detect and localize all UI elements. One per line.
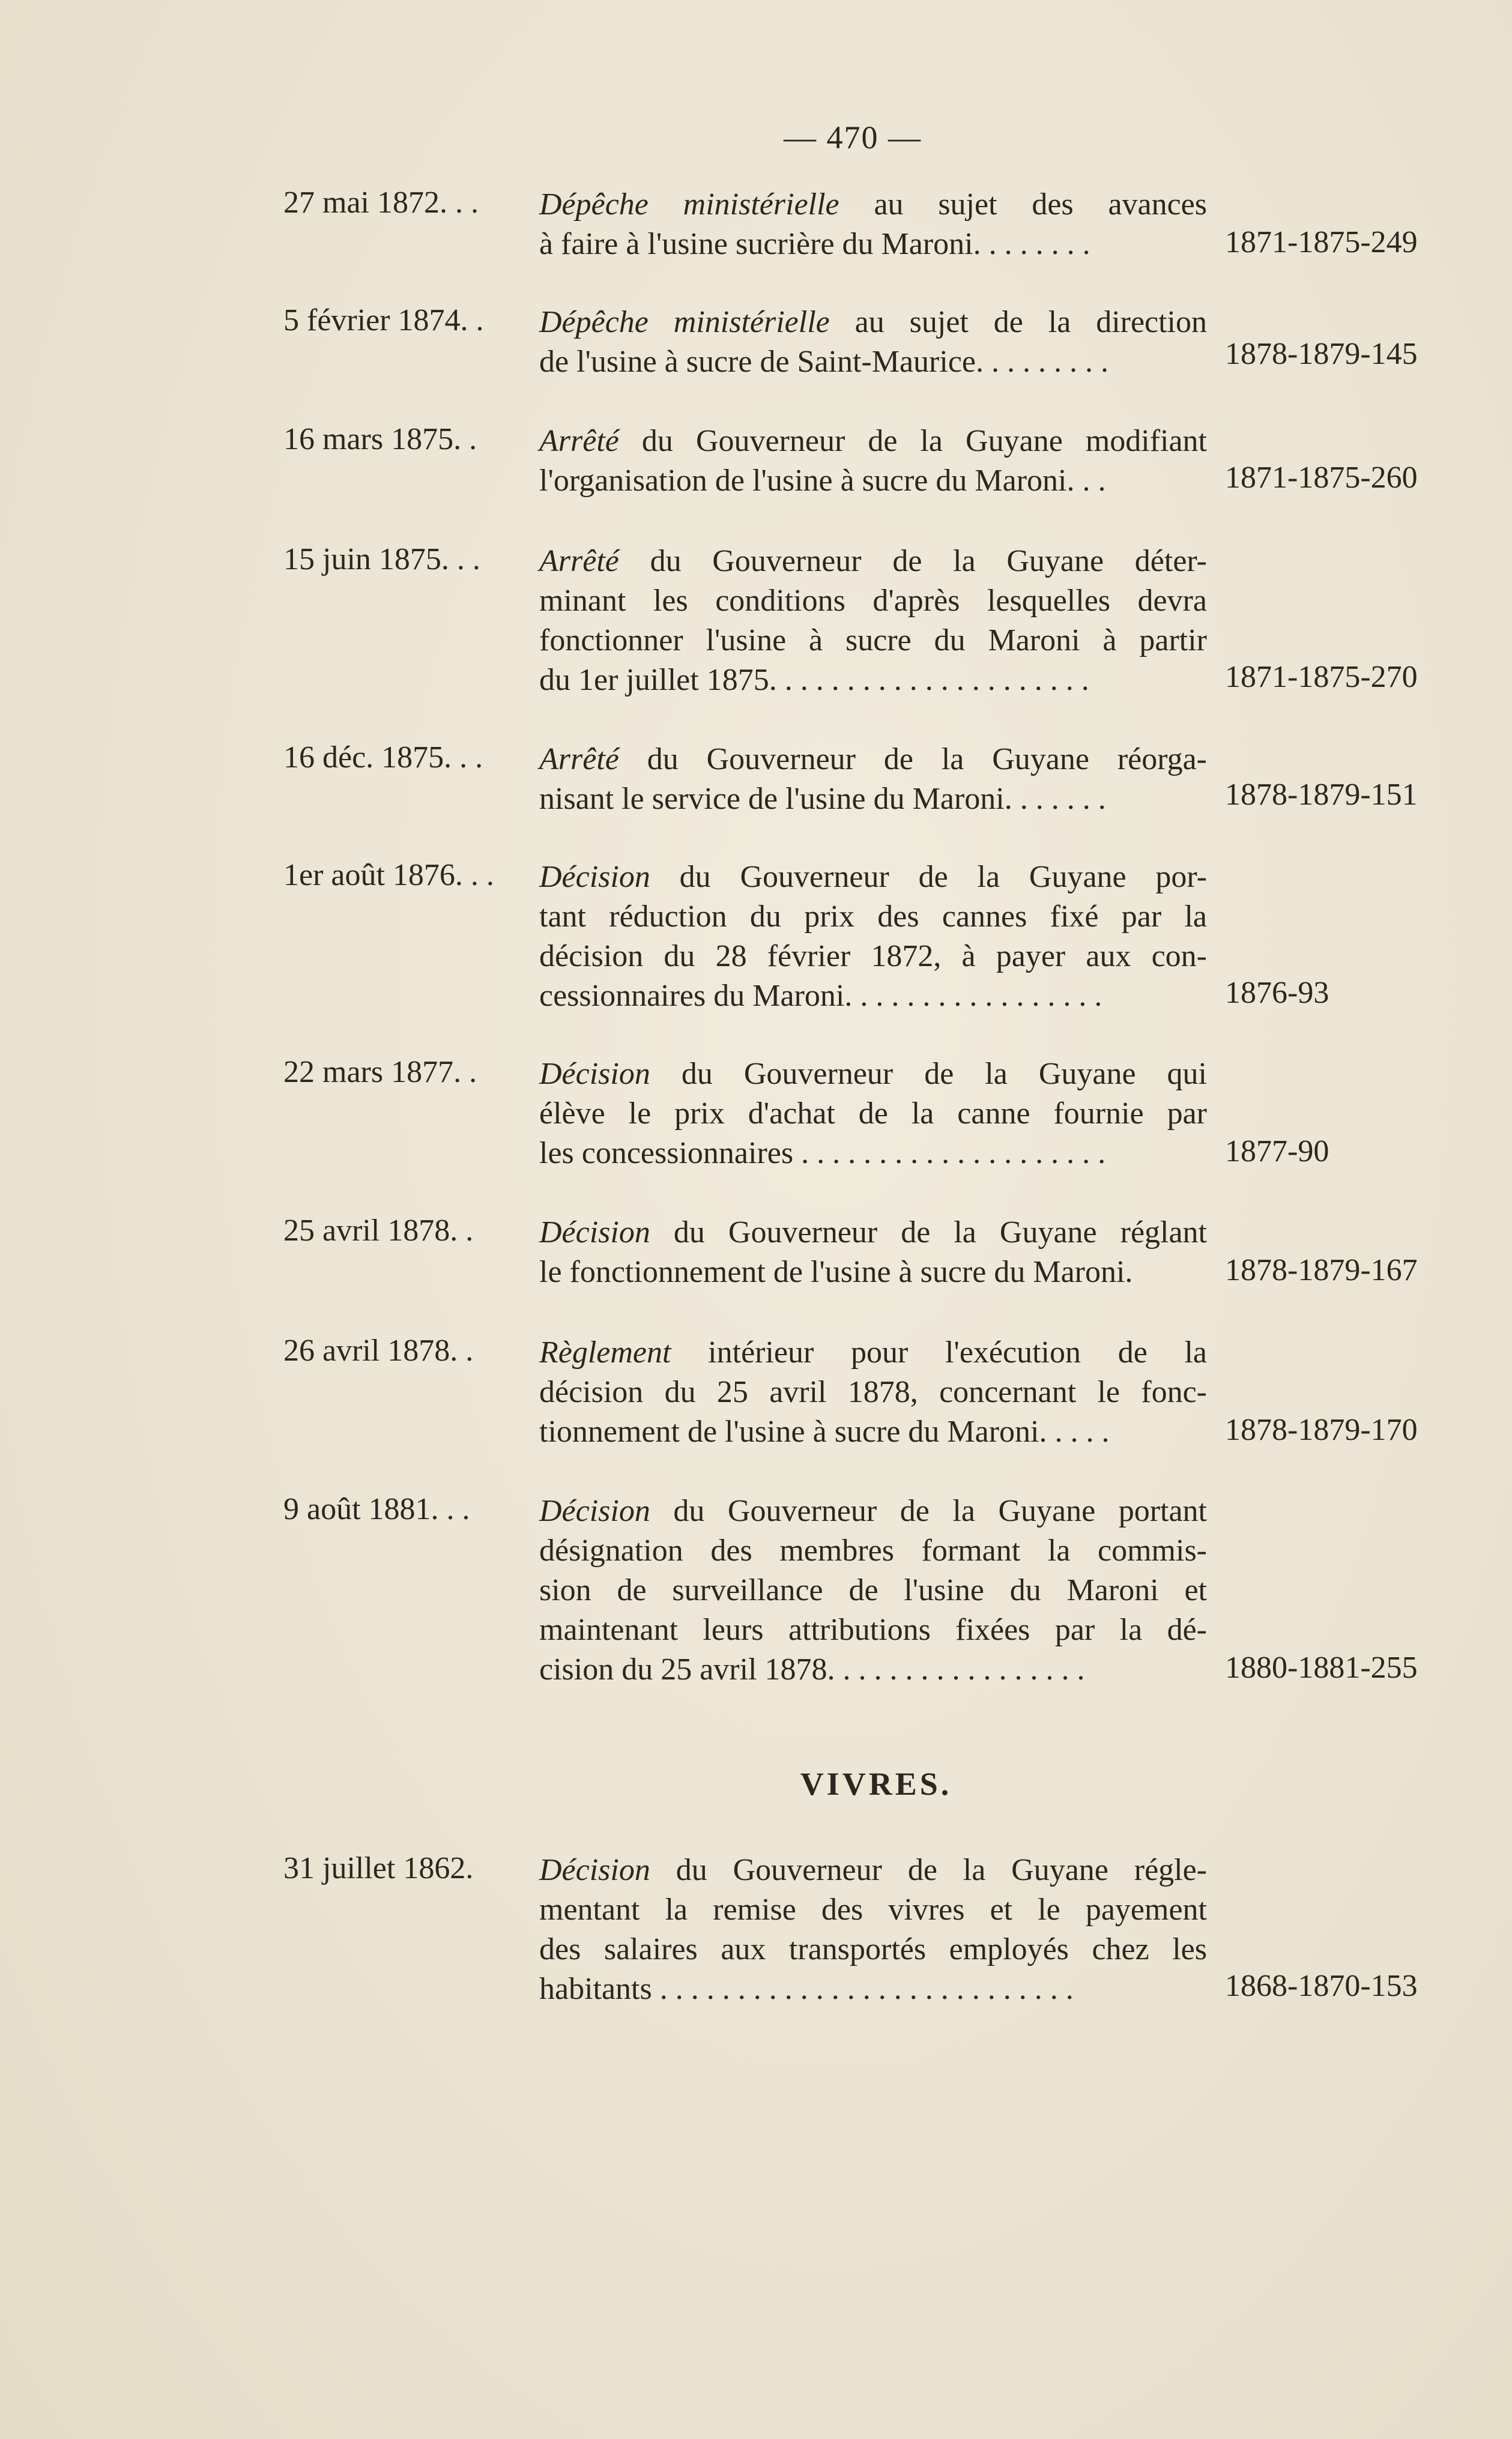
entry-kind: Décision bbox=[539, 1057, 650, 1091]
entry-reference: 1876-93 bbox=[1225, 976, 1329, 1010]
entry-text-line: le fonctionnement de l'usine à sucre du Maroni. bbox=[539, 1255, 1133, 1289]
entry-text-line: l'organisation de l'usine à sucre du Maroni. . . bbox=[539, 464, 1106, 498]
entry-text-line: décision du 28 février 1872, à payer aux con- bbox=[539, 939, 1207, 973]
entry-text-line: cision du 25 avril 1878. . . . . . . . . . . . . . . . . bbox=[539, 1652, 1085, 1687]
entry-date: 16 mars 1875. . bbox=[283, 422, 477, 456]
entry-reference: 1878-1879-145 bbox=[1225, 337, 1418, 371]
entry-date: 26 avril 1878. . bbox=[283, 1334, 474, 1368]
entry-text-line: de l'usine à sucre de Saint-Maurice. . . . . . . . . bbox=[539, 345, 1108, 379]
entry-reference: 1878-1879-170 bbox=[1225, 1413, 1418, 1447]
entry-description bbox=[539, 422, 1207, 501]
entry-description bbox=[539, 542, 1207, 700]
entry-text-line: du Gouverneur de la Guyane por- bbox=[679, 860, 1208, 894]
entry-date: 9 août 1881. . . bbox=[283, 1492, 470, 1526]
entry-text-line: du 1er juillet 1875. . . . . . . . . . . . . . . . . . . . . bbox=[539, 663, 1089, 697]
entry-reference: 1880-1881-255 bbox=[1225, 1651, 1418, 1685]
entry-text-line: élève le prix d'achat de la canne fournie par bbox=[539, 1096, 1207, 1131]
entry-text-line: du Gouverneur de la Guyane portant bbox=[673, 1494, 1207, 1528]
entry-text-line: du Gouverneur de la Guyane réorga- bbox=[647, 742, 1207, 776]
entry-reference: 1871-1875-260 bbox=[1225, 461, 1418, 495]
entry-reference: 1871-1875-270 bbox=[1225, 660, 1418, 694]
entry-description bbox=[539, 303, 1207, 382]
entry-date: 1er août 1876. . . bbox=[283, 858, 494, 892]
entry-date: 22 mars 1877. . bbox=[283, 1055, 477, 1089]
entry-text-line: tionnement de l'usine à sucre du Maroni. . . . . bbox=[539, 1415, 1110, 1449]
entry-text-line: cessionnaires du Maroni. . . . . . . . . . . . . . . . . bbox=[539, 979, 1102, 1013]
entry-text-line: intérieur pour l'exécution de la bbox=[708, 1335, 1208, 1370]
entry-date: 27 mai 1872. . . bbox=[283, 186, 479, 220]
entry-text-line: sion de surveillance de l'usine du Maroni et bbox=[539, 1573, 1207, 1607]
entry-text-line: des salaires aux transportés employés chez les bbox=[539, 1932, 1207, 1966]
entry-reference: 1878-1879-151 bbox=[1225, 778, 1418, 812]
entry-kind: Arrêté bbox=[539, 742, 619, 776]
entry-text-line: maintenant leurs attributions fixées par la dé- bbox=[539, 1613, 1207, 1647]
entry-kind: Décision bbox=[539, 1853, 650, 1887]
entry-text-line: du Gouverneur de la Guyane déter- bbox=[650, 544, 1207, 578]
entry-kind: Dépêche ministérielle bbox=[539, 187, 839, 222]
entry-description bbox=[539, 185, 1207, 264]
entry-description bbox=[539, 1851, 1207, 2009]
entry-reference: 1868-1870-153 bbox=[1225, 1969, 1418, 2003]
entry-kind: Décision bbox=[539, 1494, 650, 1528]
entry-text-line: du Gouverneur de la Guyane régle- bbox=[676, 1853, 1207, 1887]
entry-text-line: au sujet de la direction bbox=[854, 305, 1208, 339]
entry-text-line: au sujet des avances bbox=[874, 187, 1208, 222]
entry-kind: Arrêté bbox=[539, 424, 619, 458]
entry-description bbox=[539, 857, 1207, 1016]
entry-text-line: du Gouverneur de la Guyane réglant bbox=[673, 1215, 1208, 1250]
entry-reference: 1877-90 bbox=[1225, 1134, 1329, 1168]
entry-date: 31 juillet 1862. bbox=[283, 1851, 474, 1885]
entry-text-line: désignation des membres formant la commis- bbox=[539, 1534, 1207, 1568]
entry-date: 15 juin 1875. . . bbox=[283, 542, 480, 576]
entry-text-line: du Gouverneur de la Guyane modifiant bbox=[641, 424, 1208, 458]
entry-kind: Arrêté bbox=[539, 544, 619, 578]
entry-description bbox=[539, 1333, 1207, 1452]
entry-text-line: fonctionner l'usine à sucre du Maroni à partir bbox=[539, 623, 1207, 657]
entry-text-line: du Gouverneur de la Guyane qui bbox=[681, 1057, 1207, 1091]
entry-date: 25 avril 1878. . bbox=[283, 1213, 474, 1248]
entry-date: 16 déc. 1875. . . bbox=[283, 740, 483, 775]
entry-text-line: nisant le service de l'usine du Maroni. . . . . . . bbox=[539, 782, 1106, 816]
entry-reference: 1871-1875-249 bbox=[1225, 225, 1418, 259]
entry-description bbox=[539, 1213, 1207, 1292]
page-number: — 470 — bbox=[784, 119, 922, 156]
entry-date: 5 février 1874. . bbox=[283, 303, 484, 337]
entry-text-line: à faire à l'usine sucrière du Maroni. . . . . . . . bbox=[539, 227, 1090, 261]
entry-description bbox=[539, 1492, 1207, 1690]
entry-text-line: tant réduction du prix des cannes fixé par la bbox=[539, 899, 1207, 934]
entry-kind: Règlement bbox=[539, 1335, 671, 1370]
entry-text-line: décision du 25 avril 1878, concernant le fonc- bbox=[539, 1375, 1207, 1409]
entry-text-line: habitants . . . . . . . . . . . . . . . . . . . . . . . . . . . bbox=[539, 1972, 1074, 2006]
entry-text-line: les concessionnaires . . . . . . . . . . . . . . . . . . . . bbox=[539, 1136, 1106, 1170]
entry-reference: 1878-1879-167 bbox=[1225, 1253, 1418, 1287]
entry-kind: Décision bbox=[539, 1215, 650, 1250]
entry-kind: Dépêche ministérielle bbox=[539, 305, 830, 339]
entry-kind: Décision bbox=[539, 860, 650, 894]
entry-text-line: mentant la remise des vivres et le payement bbox=[539, 1893, 1207, 1927]
entry-text-line: minant les conditions d'après lesquelles devra bbox=[539, 584, 1207, 618]
entry-description bbox=[539, 1054, 1207, 1173]
entry-description bbox=[539, 740, 1207, 819]
section-title: VIVRES. bbox=[800, 1766, 952, 1802]
